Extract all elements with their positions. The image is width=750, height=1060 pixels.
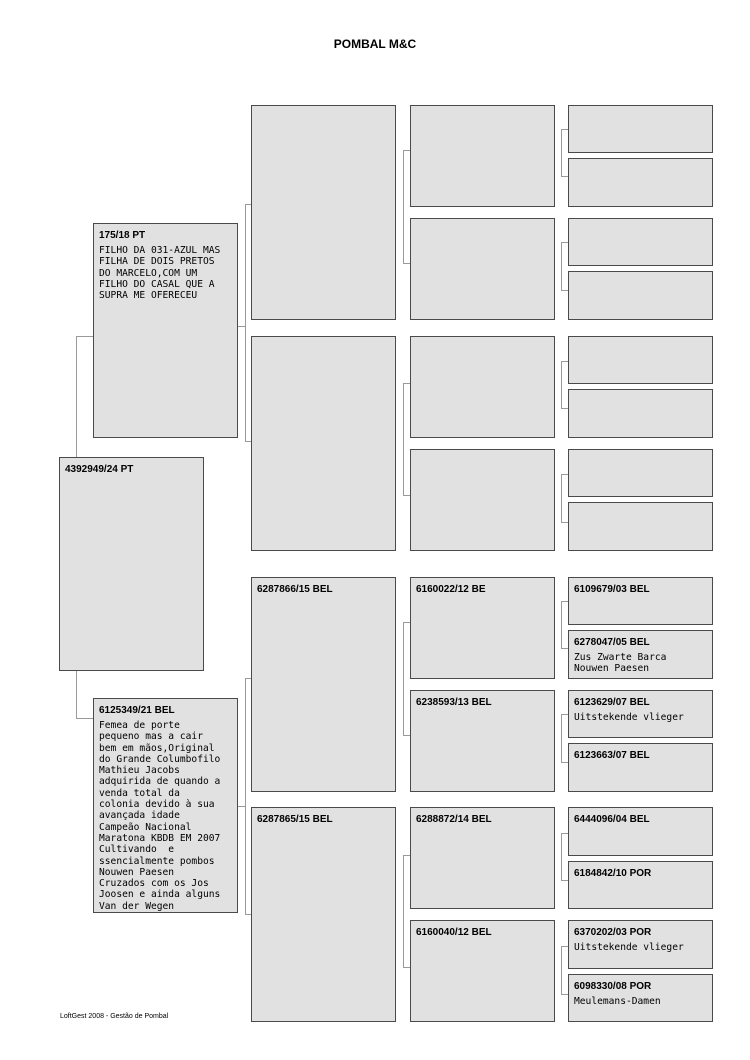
pigeon-notes: Uitstekende vlieger [574, 942, 684, 953]
ring-number: 6278047/05 BEL [574, 637, 650, 648]
great-grandparent-card[interactable] [410, 105, 555, 207]
ring-number: 4392949/24 PT [65, 464, 134, 475]
great-grandparent-card[interactable] [410, 690, 555, 792]
ring-number: 6160022/12 BE [416, 584, 486, 595]
ring-number: 6287866/15 BEL [257, 584, 333, 595]
great-great-grandparent-card[interactable] [568, 158, 713, 207]
grandparent-card[interactable] [251, 577, 396, 792]
great-grandparent-card[interactable] [410, 218, 555, 320]
ring-number: 6288872/14 BEL [416, 814, 492, 825]
sire-card[interactable] [93, 223, 238, 438]
ring-number: 6370202/03 POR [574, 927, 652, 938]
pigeon-notes: Meulemans-Damen [574, 996, 661, 1007]
great-great-grandparent-card[interactable] [568, 502, 713, 551]
ring-number: 6125349/21 BEL [99, 705, 175, 716]
ring-number: 6184842/10 POR [574, 868, 652, 879]
great-grandparent-card[interactable] [410, 577, 555, 679]
footer-credit: LoftGest 2008 - Gestão de Pombal [60, 1013, 169, 1020]
ring-number: 6444096/04 BEL [574, 814, 650, 825]
ring-number: 6098330/08 POR [574, 981, 652, 992]
pigeon-notes: Zus Zwarte Barca Nouwen Paesen [574, 652, 667, 675]
subject-pigeon-card[interactable] [59, 457, 204, 671]
great-great-grandparent-card[interactable] [568, 861, 713, 909]
great-great-grandparent-card[interactable] [568, 449, 713, 497]
pigeon-notes: Femea de porte pequeno mas a cair bem em mãos,Original do Grande Columbofilo Mathieu Jacobs adquirida de quando a venda total da colonia devido à sua avançada idade Campeão Nacional Maratona KBDB EM 2007 Cultivando e ssencialmente pombos Nouwen Paesen Cruzados com os Jos Joosen e ainda alguns Van der Wegen [99, 720, 221, 912]
grandparent-card[interactable] [251, 105, 396, 320]
great-great-grandparent-card[interactable] [568, 807, 713, 856]
great-great-grandparent-card[interactable] [568, 743, 713, 792]
great-great-grandparent-card[interactable] [568, 630, 713, 679]
great-grandparent-card[interactable] [410, 807, 555, 909]
great-great-grandparent-card[interactable] [568, 105, 713, 153]
great-great-grandparent-card[interactable] [568, 218, 713, 266]
grandparent-card[interactable] [251, 336, 396, 551]
great-great-grandparent-card[interactable] [568, 271, 713, 320]
ring-number: 6123663/07 BEL [574, 750, 650, 761]
ring-number: 6123629/07 BEL [574, 697, 650, 708]
great-grandparent-card[interactable] [410, 449, 555, 551]
great-great-grandparent-card[interactable] [568, 577, 713, 625]
ring-number: 175/18 PT [99, 230, 146, 241]
pigeon-notes: Uitstekende vlieger [574, 712, 684, 723]
great-grandparent-card[interactable] [410, 920, 555, 1022]
ring-number: 6238593/13 BEL [416, 697, 492, 708]
great-great-grandparent-card[interactable] [568, 920, 713, 969]
great-great-grandparent-card[interactable] [568, 389, 713, 438]
pigeon-notes: FILHO DA 031-AZUL MAS FILHA DE DOIS PRETOS DO MARCELO,COM UM FILHO DO CASAL QUE A SUPRA ME OFERECEU [99, 245, 221, 302]
great-great-grandparent-card[interactable] [568, 336, 713, 384]
great-great-grandparent-card[interactable] [568, 974, 713, 1022]
great-great-grandparent-card[interactable] [568, 690, 713, 738]
dam-card[interactable] [93, 698, 238, 913]
ring-number: 6109679/03 BEL [574, 584, 650, 595]
ring-number: 6287865/15 BEL [257, 814, 333, 825]
ring-number: 6160040/12 BEL [416, 927, 492, 938]
grandparent-card[interactable] [251, 807, 396, 1022]
page-title: POMBAL M&C [333, 37, 417, 51]
great-grandparent-card[interactable] [410, 336, 555, 438]
